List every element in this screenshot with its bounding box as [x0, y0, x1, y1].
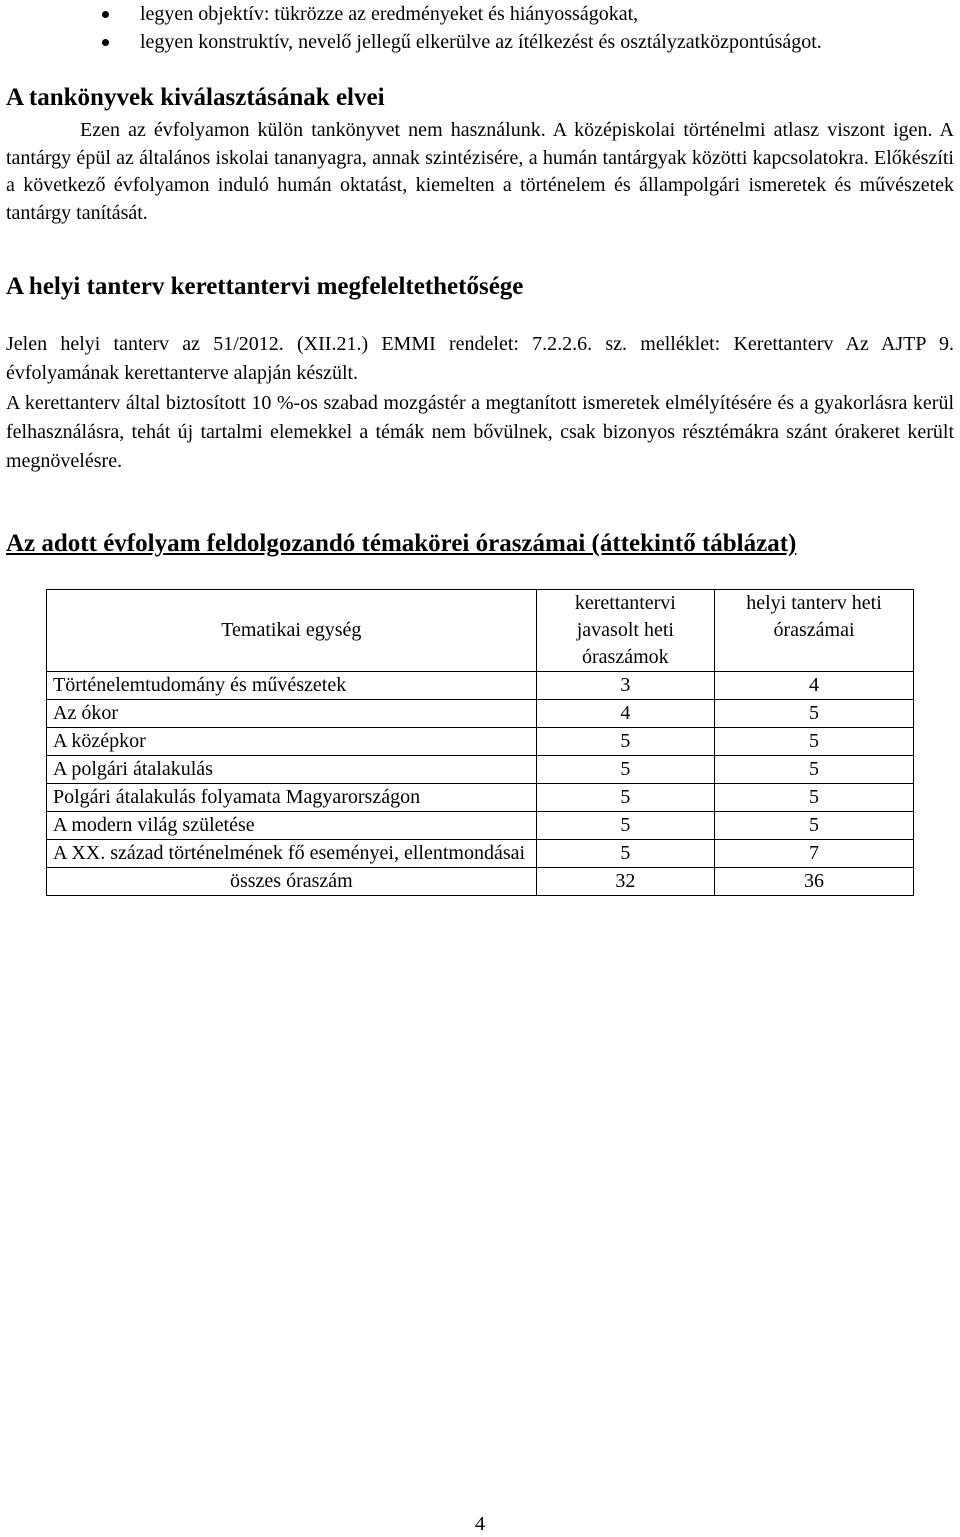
header-unit: Tematikai egység	[47, 590, 537, 672]
cell-local: 5	[715, 728, 914, 756]
bullet-dot-icon	[102, 11, 109, 18]
section-title-textbooks: A tankönyvek kiválasztásának elvei	[6, 84, 385, 111]
cell-local: 5	[715, 784, 914, 812]
cell-framework: 5	[536, 812, 714, 840]
page-number: 4	[475, 1513, 485, 1535]
cell-total-local: 36	[715, 868, 914, 896]
cell-framework: 5	[536, 840, 714, 868]
table-row	[47, 812, 914, 840]
cell-framework: 5	[536, 756, 714, 784]
cell-unit: Az ókor	[47, 700, 537, 728]
cell-unit: Polgári átalakulás folyamata Magyarországon	[47, 784, 537, 812]
bullet-text: legyen objektív: tükrözze az eredményeket és hiányosságokat,	[140, 3, 639, 25]
cell-total-framework: 32	[536, 868, 714, 896]
bullet-item	[100, 28, 950, 56]
topics-table	[46, 589, 914, 896]
paragraph-framework-1: Jelen helyi tanterv az 51/2012. (XII.21.) EMMI rendelet: 7.2.2.6. sz. melléklet: Kerettanterv Az AJTP 9. évfolyamának kerettanterve alapján készült.	[6, 333, 954, 384]
table-row	[47, 840, 914, 868]
table-row	[47, 728, 914, 756]
cell-local: 5	[715, 812, 914, 840]
cell-framework: 3	[536, 672, 714, 700]
bullet-text: legyen konstruktív, nevelő jellegű elkerülve az ítélkezést és osztályzatközpontúságot.	[140, 31, 822, 53]
cell-unit: A polgári átalakulás	[47, 756, 537, 784]
table-header-row	[47, 590, 914, 672]
table-row	[47, 756, 914, 784]
paragraph-framework-2: A kerettanterv által biztosított 10 %-os szabad mozgástér a megtanított ismeretek elmélyítésére és a gyakorlásra kerül felhasználásra, tehát új tartalmi elemekkel a témák nem bővülnek, csak bizonyos résztémákra szánt órakeret került megnövelésre.	[6, 392, 954, 472]
cell-unit: Történelemtudomány és művészetek	[47, 672, 537, 700]
cell-unit: A modern világ születése	[47, 812, 537, 840]
cell-framework: 5	[536, 728, 714, 756]
cell-framework: 5	[536, 784, 714, 812]
table-row	[47, 700, 914, 728]
cell-local: 5	[715, 756, 914, 784]
cell-total-label: összes óraszám	[47, 868, 537, 896]
cell-framework: 4	[536, 700, 714, 728]
cell-local: 7	[715, 840, 914, 868]
section-title-framework: A helyi tanterv kerettantervi megfeleltethetősége	[6, 273, 524, 300]
cell-unit: A középkor	[47, 728, 537, 756]
cell-local: 4	[715, 672, 914, 700]
header-framework-hours: kerettantervi javasolt heti óraszámok	[536, 590, 714, 672]
cell-unit: A XX. század történelmének fő eseményei, ellentmondásai	[47, 840, 537, 868]
bullet-dot-icon	[102, 39, 109, 46]
header-local-hours: helyi tanterv heti óraszámai	[715, 590, 914, 672]
table-total-row	[47, 868, 914, 896]
table-row	[47, 672, 914, 700]
bullet-list	[100, 0, 950, 56]
bullet-item	[100, 0, 950, 28]
section-title-overview: Az adott évfolyam feldolgozandó témakörei óraszámai (áttekintő táblázat)	[6, 530, 797, 557]
table-row	[47, 784, 914, 812]
paragraph-textbooks	[6, 117, 954, 227]
cell-local: 5	[715, 700, 914, 728]
paragraph-text: Ezen az évfolyamon külön tankönyvet nem használunk. A középiskolai történelmi atlasz viszont igen. A tantárgy épül az általános iskolai tananyagra, annak szintézisére, a humán tantárgyak közötti kapcsolatokra. Előkészíti a következő évfolyamon induló humán oktatást, kiemelten a történelem és állampolgári ismeretek és művészetek tantárgy tanítását.	[6, 119, 954, 224]
